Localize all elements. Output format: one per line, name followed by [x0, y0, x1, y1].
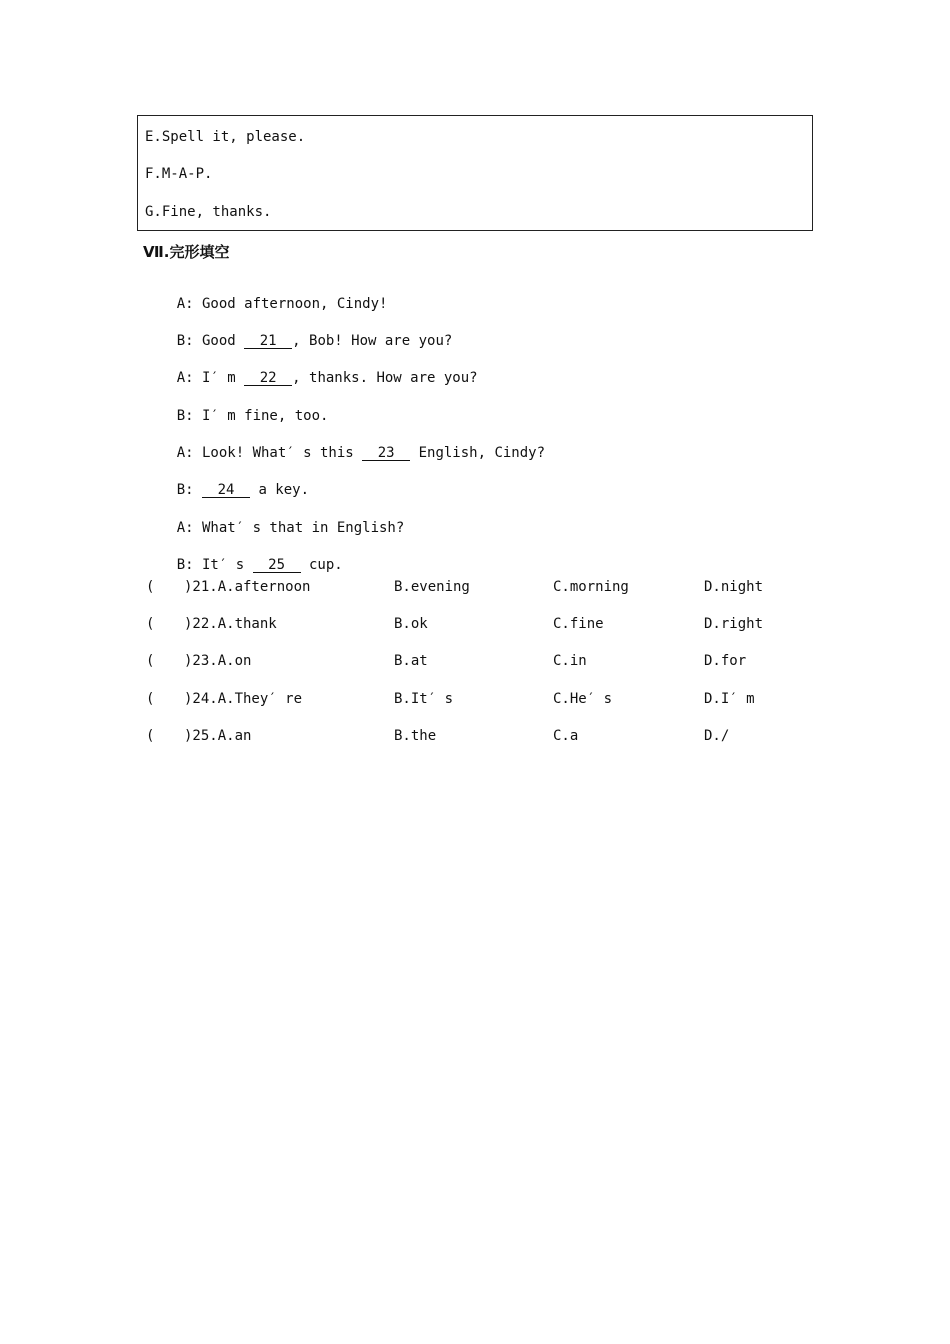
option-c: C.a [553, 728, 579, 744]
option-b: B.the [394, 728, 437, 744]
dialogue-text: A: I′ m [176, 370, 245, 386]
option-g: G.Fine, thanks. [145, 204, 272, 220]
dialogue-text: A: What′ s that in English? [176, 520, 405, 536]
option-f: F.M-A-P. [145, 166, 213, 182]
dialogue-text: A: Good afternoon, Cindy! [176, 296, 388, 312]
options-box [137, 115, 813, 231]
question-stem: )23.A.on [184, 653, 252, 669]
blank-24: 24 [202, 483, 250, 498]
blank-21: 21 [244, 334, 292, 349]
option-b: B.It′ s [394, 691, 454, 707]
option-e: E.Spell it, please. [145, 129, 306, 145]
dialogue-text: A: Look! What′ s this [176, 445, 363, 461]
question-stem: )22.A.thank [184, 616, 277, 632]
blank-25: 25 [253, 558, 301, 573]
dialogue-text: B: Good [176, 333, 245, 349]
option-d: D.right [704, 616, 764, 632]
question-stem: )21.A.afternoon [184, 579, 311, 595]
option-d: D.for [704, 653, 747, 669]
option-b: B.ok [394, 616, 428, 632]
dialogue-text: , Bob! How are you? [292, 333, 453, 349]
question-stem: )25.A.an [184, 728, 252, 744]
dialogue-text: B: I′ m fine, too. [176, 408, 329, 424]
answer-paren: ( [146, 579, 155, 595]
dialogue-text: , thanks. How are you? [292, 370, 478, 386]
dialogue-text: cup. [300, 557, 343, 573]
answer-paren: ( [146, 616, 155, 632]
question-stem: )24.A.They′ re [184, 691, 303, 707]
option-d: D./ [704, 728, 730, 744]
option-c: C.fine [553, 616, 604, 632]
option-b: B.evening [394, 579, 470, 595]
dialogue-text: English, Cindy? [410, 445, 546, 461]
option-d: D.I′ m [704, 691, 755, 707]
blank-22: 22 [244, 371, 292, 386]
option-c: C.in [553, 653, 587, 669]
dialogue-text: a key. [250, 482, 310, 498]
option-c: C.morning [553, 579, 629, 595]
option-b: B.at [394, 653, 428, 669]
section-heading: Ⅶ.完形填空 [143, 243, 230, 261]
dialogue-text: B: [176, 482, 203, 498]
dialogue-text: B: It′ s [176, 557, 253, 573]
blank-23: 23 [362, 446, 410, 461]
option-d: D.night [704, 579, 764, 595]
answer-paren: ( [146, 691, 155, 707]
answer-paren: ( [146, 728, 155, 744]
option-c: C.He′ s [553, 691, 613, 707]
answer-paren: ( [146, 653, 155, 669]
